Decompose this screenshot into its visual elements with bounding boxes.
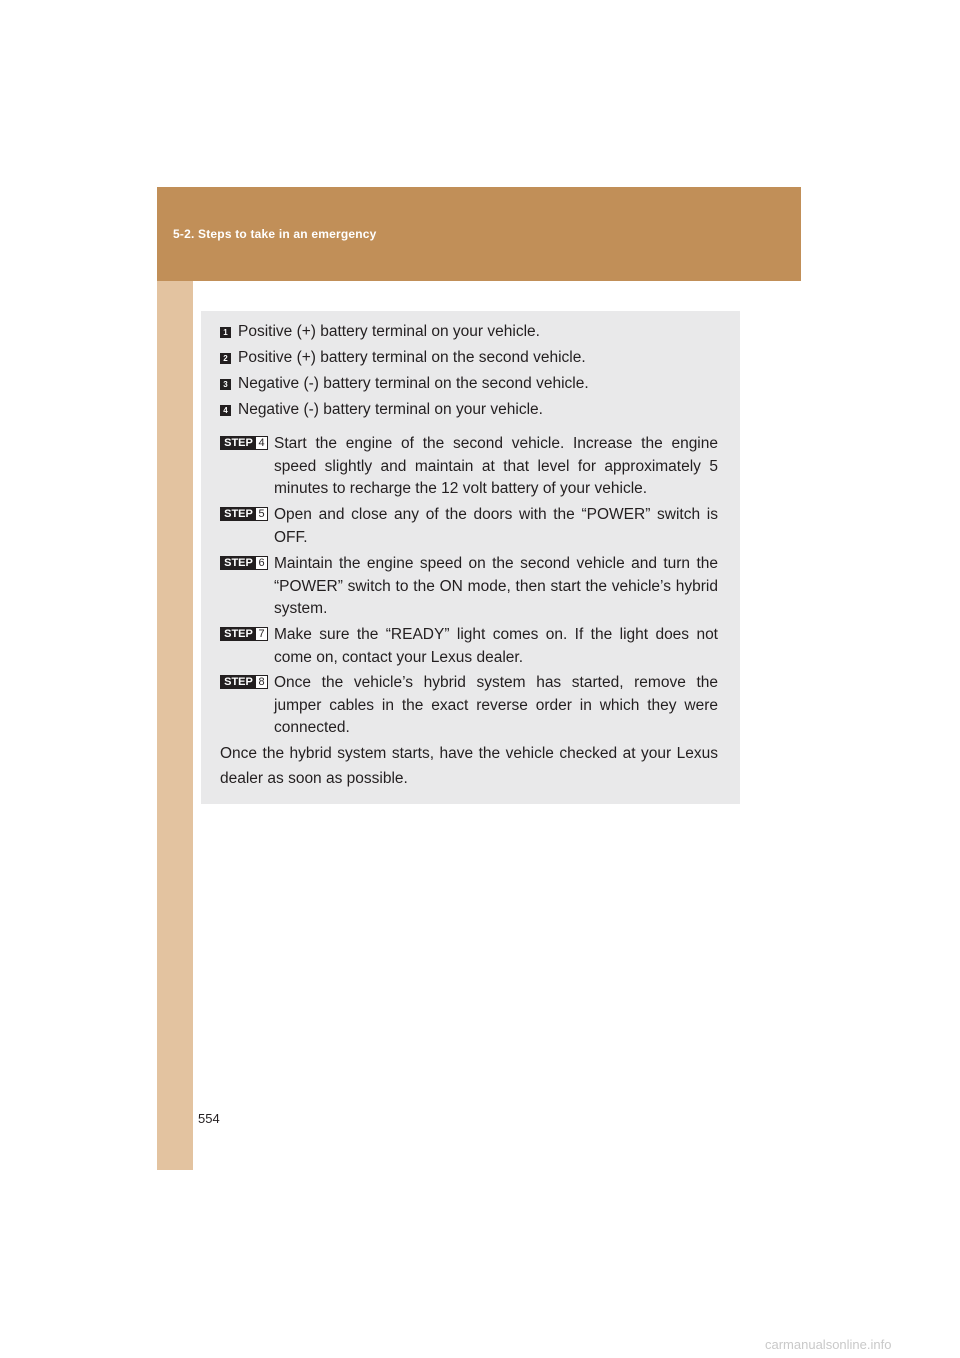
- section-title: 5-2. Steps to take in an emergency: [173, 227, 377, 241]
- list-item: [220, 374, 589, 394]
- step-label: STEP: [221, 557, 256, 569]
- step-label: STEP: [221, 508, 256, 520]
- list-item: [220, 400, 543, 420]
- step-number: 5: [258, 508, 265, 520]
- watermark: carmanualsonline.info: [765, 1337, 892, 1352]
- list-item-text: Negative (-) battery terminal on the second vehicle.: [238, 375, 589, 392]
- list-item: [220, 348, 586, 368]
- step-item: [220, 672, 718, 740]
- list-item-text: Positive (+) battery terminal on your vehicle.: [238, 323, 540, 340]
- step-number: 8: [258, 676, 265, 688]
- number-badge: 4: [220, 405, 231, 416]
- step-text: Open and close any of the doors with the “POWER” switch is OFF.: [274, 506, 718, 546]
- step-badge: [220, 507, 268, 521]
- step-badge: [220, 627, 268, 641]
- side-band: [157, 187, 193, 1170]
- step-badge: [220, 675, 268, 689]
- list-item-text: Negative (-) battery terminal on your vehicle.: [238, 401, 543, 418]
- step-label: STEP: [221, 437, 256, 449]
- step-number: 7: [258, 628, 265, 640]
- number-badge: 2: [220, 353, 231, 364]
- closing-note: Once the hybrid system starts, have the vehicle checked at your Lexus dealer as soon as possible.: [220, 745, 718, 787]
- page-number: 554: [198, 1111, 220, 1126]
- step-item: [220, 624, 718, 669]
- step-text: Once the vehicle’s hybrid system has started, remove the jumper cables in the exact reverse order in which they were connected.: [274, 674, 718, 736]
- number-badge: 1: [220, 327, 231, 338]
- step-text: Start the engine of the second vehicle. Increase the engine speed slightly and maintain at that level for approximately 5 minutes to recharge the 12 volt battery of your vehicle.: [274, 435, 718, 497]
- list-item-text: Positive (+) battery terminal on the second vehicle.: [238, 349, 586, 366]
- step-item: [220, 504, 718, 549]
- number-badge: 3: [220, 379, 231, 390]
- step-text: Maintain the engine speed on the second vehicle and turn the “POWER” switch to the ON mode, then start the vehicle’s hybrid system.: [274, 555, 718, 617]
- step-badge: [220, 436, 268, 450]
- step-number: 6: [258, 557, 265, 569]
- step-number: 4: [258, 437, 265, 449]
- list-item: [220, 322, 540, 342]
- step-label: STEP: [221, 628, 256, 640]
- step-item: [220, 433, 718, 501]
- step-item: [220, 553, 718, 621]
- step-badge: [220, 556, 268, 570]
- step-text: Make sure the “READY” light comes on. If the light does not come on, contact your Lexus dealer.: [274, 626, 718, 666]
- step-label: STEP: [221, 676, 256, 688]
